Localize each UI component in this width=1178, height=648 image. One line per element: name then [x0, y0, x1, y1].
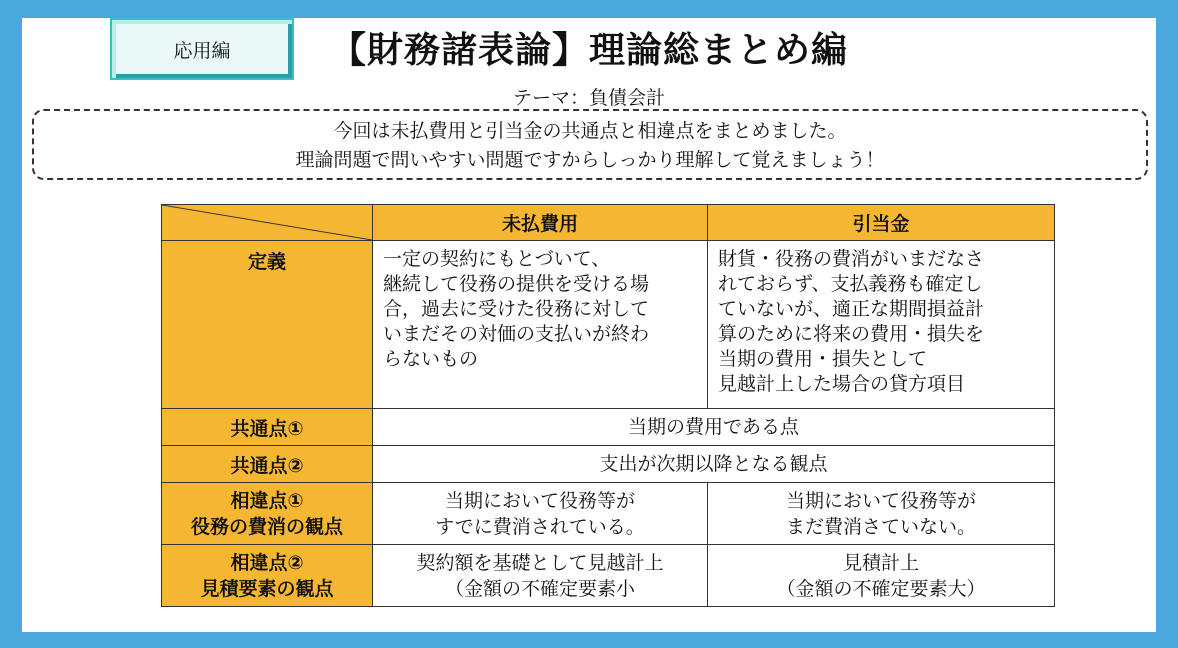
level-badge — [110, 18, 294, 80]
theme-label: テーマ：負債会計 — [512, 87, 665, 109]
text-line: 合，過去に受けた役務に対して — [383, 298, 650, 320]
text-line: らないもの — [383, 348, 479, 370]
row-label-difference-1 — [162, 483, 373, 545]
header-row — [162, 205, 1055, 241]
text-line: 見積要素の観点 — [200, 577, 334, 600]
corner-cell — [162, 205, 373, 241]
text-line: 契約額を基礎として見越計上 — [416, 551, 664, 574]
text-line: （金額の不確定要素大） — [776, 577, 986, 600]
comparison-table — [161, 204, 1055, 607]
intro-line: 理論問題で問いやすい問題ですからしっかり理解して覚えましょう！ — [295, 149, 885, 171]
header-provisions: 引当金 — [708, 205, 1055, 241]
text-line: 見越計上した場合の貸方項目 — [718, 373, 966, 395]
text-line: 見積計上 — [842, 551, 919, 574]
text-line: すでに費消されている。 — [435, 515, 645, 538]
table-row — [162, 241, 1055, 409]
table-row — [162, 483, 1055, 545]
difference-1-accrued-expenses — [373, 483, 708, 545]
page-title: 【財務諸表論】理論総まとめ編 — [330, 30, 849, 71]
text-line: 相違点① — [230, 489, 304, 512]
intro-line: 今回は未払費用と引当金の共通点と相違点をまとめました。 — [333, 120, 847, 142]
text-line: 継続して役務の提供を受ける場 — [383, 273, 650, 295]
common-point-2: 支出が次期以降となる観点 — [373, 446, 1055, 483]
text-line: 相違点② — [230, 551, 304, 574]
intro-box — [32, 109, 1148, 180]
definition-provisions — [708, 241, 1055, 409]
text-line: 当期において役務等が — [785, 489, 976, 512]
row-label-common-2: 共通点② — [162, 446, 373, 483]
text-line: 算のために将来の費用・損失を — [718, 323, 985, 345]
row-label-common-1: 共通点① — [162, 409, 373, 446]
row-label-definition: 定義 — [162, 241, 373, 409]
difference-1-provisions — [708, 483, 1055, 545]
text-line: 財貨・役務の費消がいまだなさ — [718, 248, 985, 270]
row-label-difference-2 — [162, 545, 373, 607]
table-row — [162, 409, 1055, 446]
level-badge-label: 応用編 — [173, 39, 231, 62]
difference-2-provisions — [708, 545, 1055, 607]
table-row — [162, 545, 1055, 607]
text-line: 当期の費用・損失として — [718, 348, 928, 370]
text-line: 当期において役務等が — [444, 489, 635, 512]
text-line: 一定の契約にもとづいて、 — [383, 248, 611, 270]
text-line: まだ費消さていない。 — [785, 515, 976, 538]
definition-accrued-expenses — [373, 241, 708, 409]
common-point-1: 当期の費用である点 — [373, 409, 1055, 446]
header-accrued-expenses: 未払費用 — [373, 205, 708, 241]
text-line: （金額の不確定要素小 — [444, 577, 635, 600]
text-line: いまだその対価の支払いが終わ — [383, 323, 650, 345]
difference-2-accrued-expenses — [373, 545, 708, 607]
text-line: 役務の費消の観点 — [190, 515, 343, 538]
text-line: れておらず、支払義務も確定し — [718, 273, 983, 295]
text-line: ていないが、適正な期間損益計 — [718, 298, 985, 320]
table-row — [162, 446, 1055, 483]
